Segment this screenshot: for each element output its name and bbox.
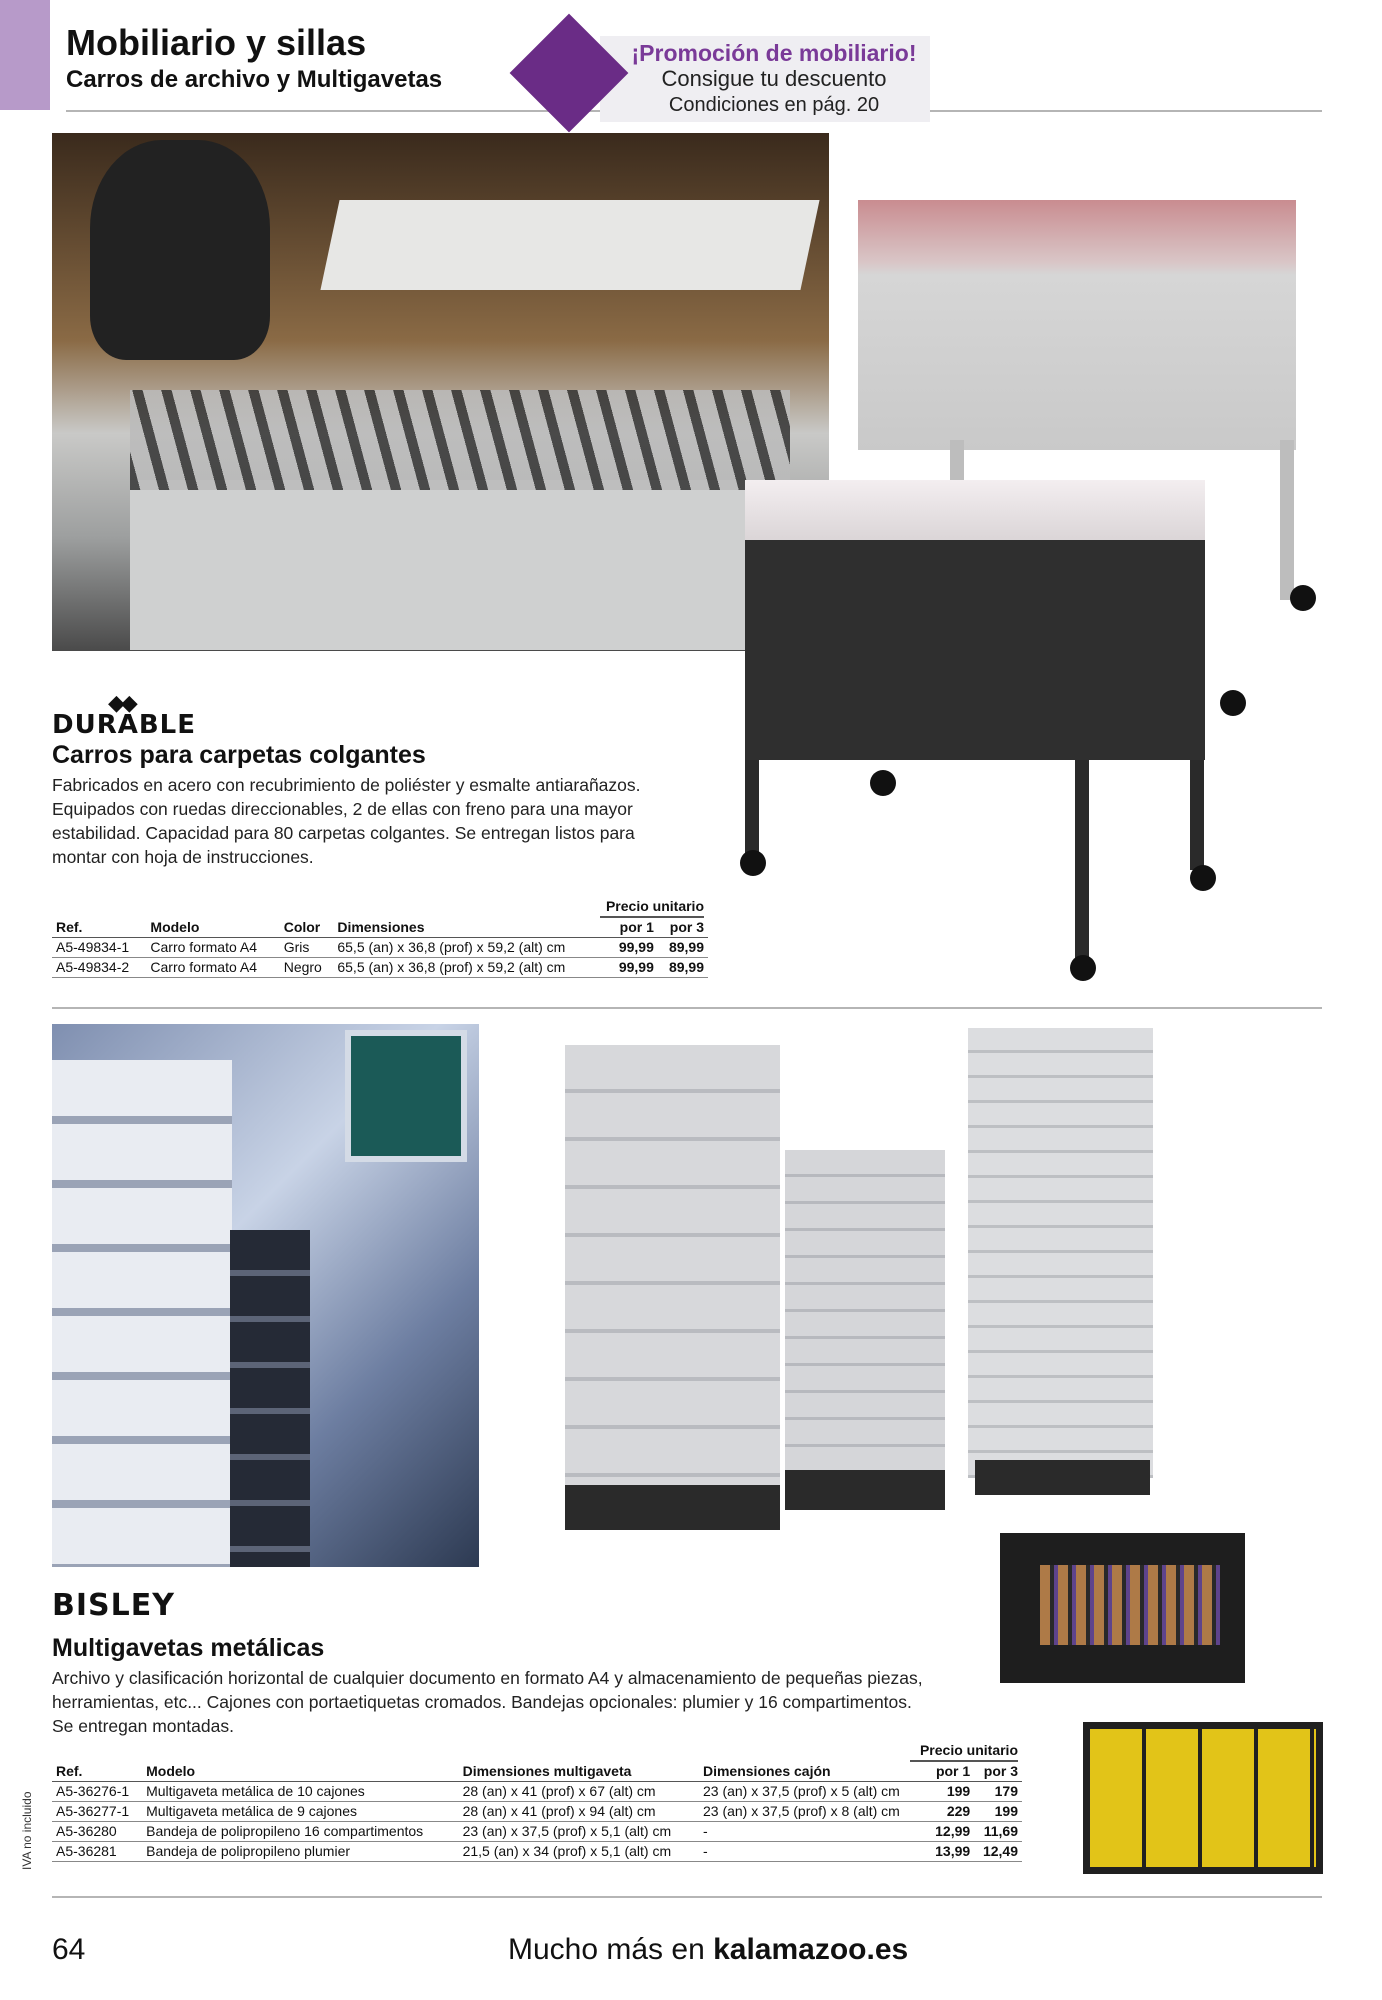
cell-price-1: 13,99 [926, 1842, 974, 1862]
cell-price-1: 12,99 [926, 1822, 974, 1842]
cell-dimensions-unit: 21,5 (an) x 34 (prof) x 5,1 (alt) cm [459, 1842, 699, 1862]
table-row [52, 1802, 1022, 1822]
cell-ref: A5-36277-1 [52, 1802, 142, 1822]
carts-price-table [52, 918, 708, 978]
photo-cabinet-dark-shape [230, 1230, 310, 1567]
section-divider [52, 1007, 1322, 1009]
black-cart-leg [1075, 760, 1089, 960]
cart-wheel-icon [1290, 585, 1316, 611]
office-chair-shape [90, 140, 270, 360]
promo-conditions-link[interactable]: Condiciones en pág. 20 [668, 94, 880, 116]
cell-dimensions: 65,5 (an) x 36,8 (prof) x 59,2 (alt) cm [333, 958, 607, 978]
multidrawer-base [975, 1460, 1150, 1495]
price-header: Precio unitario [919, 1742, 1018, 1758]
bisley-logo: BISLEY [52, 1588, 175, 1623]
cell-price-1: 229 [926, 1802, 974, 1822]
photo-wall-art-shape [345, 1030, 467, 1162]
multidrawer-small-image [785, 1150, 945, 1485]
description-line: Equipados con ruedas direccionables, 2 de ellas con freno para una mayor [52, 799, 633, 819]
photo-cabinet-shape [52, 1060, 232, 1567]
col-ref: Ref. [52, 918, 146, 938]
col-price-1: por 1 [926, 1762, 974, 1782]
description-line: estabilidad. Capacidad para 80 carpetas colgantes. Se entregan listos para [52, 823, 635, 843]
black-cart-image [745, 540, 1205, 760]
table-header-row [52, 918, 708, 938]
vat-note: IVA no incluido [20, 1791, 34, 1870]
col-ref: Ref. [52, 1762, 142, 1782]
cell-ref: A5-49834-2 [52, 958, 146, 978]
multidrawer-price-table [52, 1762, 1022, 1862]
compartment-tray-grid [1090, 1729, 1316, 1867]
cell-color: Negro [280, 958, 334, 978]
col-price-3: por 3 [974, 1762, 1022, 1782]
office-cart-body-shape [130, 480, 750, 650]
black-cart-leg [1190, 760, 1204, 870]
section1-title: Carros para carpetas colgantes [52, 741, 426, 769]
cell-model: Multigaveta metálica de 10 cajones [142, 1782, 458, 1802]
durable-logo: DURABLE [52, 710, 196, 740]
col-model: Modelo [142, 1762, 458, 1782]
section1-description [52, 773, 732, 869]
cell-price-3: 89,99 [658, 958, 708, 978]
table-header-row [52, 1762, 1022, 1782]
cell-dimensions-drawer: 23 (an) x 37,5 (prof) x 5 (alt) cm [699, 1782, 926, 1802]
cart-wheel-icon [1070, 955, 1096, 981]
cell-dimensions-unit: 28 (an) x 41 (prof) x 67 (alt) cm [459, 1782, 699, 1802]
plumier-tray-contents [1040, 1565, 1220, 1645]
col-dimensions: Dimensiones [333, 918, 607, 938]
cell-dimensions: 65,5 (an) x 36,8 (prof) x 59,2 (alt) cm [333, 938, 607, 958]
promo-discount-text: Consigue tu descuento [661, 66, 887, 91]
col-price-1: por 1 [608, 918, 658, 938]
cell-price-1: 99,99 [608, 938, 658, 958]
multidrawer-9-image [968, 1028, 1153, 1478]
cell-price-3: 12,49 [974, 1842, 1022, 1862]
cell-price-3: 11,69 [974, 1822, 1022, 1842]
durable-logo-mark-icon: ◆◆ [108, 690, 134, 715]
cell-dimensions-drawer: 23 (an) x 37,5 (prof) x 8 (alt) cm [699, 1802, 926, 1822]
table-row [52, 958, 708, 978]
cell-dimensions-unit: 28 (an) x 41 (prof) x 94 (alt) cm [459, 1802, 699, 1822]
cart-wheel-icon [1220, 690, 1246, 716]
cell-dimensions-drawer: - [699, 1822, 926, 1842]
cell-ref: A5-49834-1 [52, 938, 146, 958]
col-dimensions-unit: Dimensiones multigaveta [459, 1762, 699, 1782]
col-price-3: por 3 [658, 918, 708, 938]
cart-wheel-icon [870, 770, 896, 796]
cell-price-3: 199 [974, 1802, 1022, 1822]
multidrawer-base [565, 1485, 780, 1530]
table-row [52, 1822, 1022, 1842]
office-folders-shape [130, 390, 790, 490]
footer-divider [52, 1896, 1322, 1898]
cell-price-3: 179 [974, 1782, 1022, 1802]
promo-title: ¡Promoción de mobiliario! [631, 40, 917, 66]
cell-model: Multigaveta metálica de 9 cajones [142, 1802, 458, 1822]
page-title: Mobiliario y sillas [66, 22, 367, 63]
cell-price-1: 199 [926, 1782, 974, 1802]
description-line: montar con hoja de instrucciones. [52, 847, 314, 867]
cell-ref: A5-36280 [52, 1822, 142, 1842]
office-desk-shape [320, 200, 819, 290]
description-line: Se entregan montadas. [52, 1716, 234, 1736]
col-model: Modelo [146, 918, 279, 938]
cell-price-1: 99,99 [608, 958, 658, 978]
description-line: Fabricados en acero con recubrimiento de poliéster y esmalte antiarañazos. [52, 775, 641, 795]
multidrawer-10-image [565, 1045, 780, 1485]
table-row [52, 1842, 1022, 1862]
description-line: Archivo y clasificación horizontal de cualquier documento en formato A4 y almacenamiento de pequeñas piezas, [52, 1668, 923, 1688]
cell-dimensions-unit: 23 (an) x 37,5 (prof) x 5,1 (alt) cm [459, 1822, 699, 1842]
description-line: herramientas, etc... Cajones con portaetiquetas cromados. Bandejas opcionales: plumier y 16 compartimentos. [52, 1692, 912, 1712]
page-subtitle: Carros de archivo y Multigavetas [66, 66, 443, 93]
cell-price-3: 89,99 [658, 938, 708, 958]
multidrawer-base [785, 1470, 945, 1510]
section2-description [52, 1666, 992, 1738]
page-number: 64 [52, 1933, 86, 1966]
section-color-tab [0, 0, 50, 110]
cart-wheel-icon [1190, 865, 1216, 891]
cell-model: Carro formato A4 [146, 938, 279, 958]
cell-dimensions-drawer: - [699, 1842, 926, 1862]
cell-ref: A5-36281 [52, 1842, 142, 1862]
cell-model: Bandeja de polipropileno 16 compartimentos [142, 1822, 458, 1842]
cell-ref: A5-36276-1 [52, 1782, 142, 1802]
col-color: Color [280, 918, 334, 938]
col-dimensions-drawer: Dimensiones cajón [699, 1762, 926, 1782]
cart-wheel-icon [740, 850, 766, 876]
price-header: Precio unitario [605, 898, 704, 914]
footer-website[interactable] [508, 1933, 908, 1967]
table-row [52, 938, 708, 958]
cell-model: Carro formato A4 [146, 958, 279, 978]
section2-title: Multigavetas metálicas [52, 1634, 325, 1662]
grey-cart-leg [1280, 440, 1294, 600]
footer-prefix: Mucho más en [508, 1933, 714, 1966]
footer-site-link[interactable]: kalamazoo.es [713, 1933, 909, 1966]
grey-cart-image [858, 200, 1296, 450]
cell-model: Bandeja de polipropileno plumier [142, 1842, 458, 1862]
cell-color: Gris [280, 938, 334, 958]
table-row [52, 1782, 1022, 1802]
